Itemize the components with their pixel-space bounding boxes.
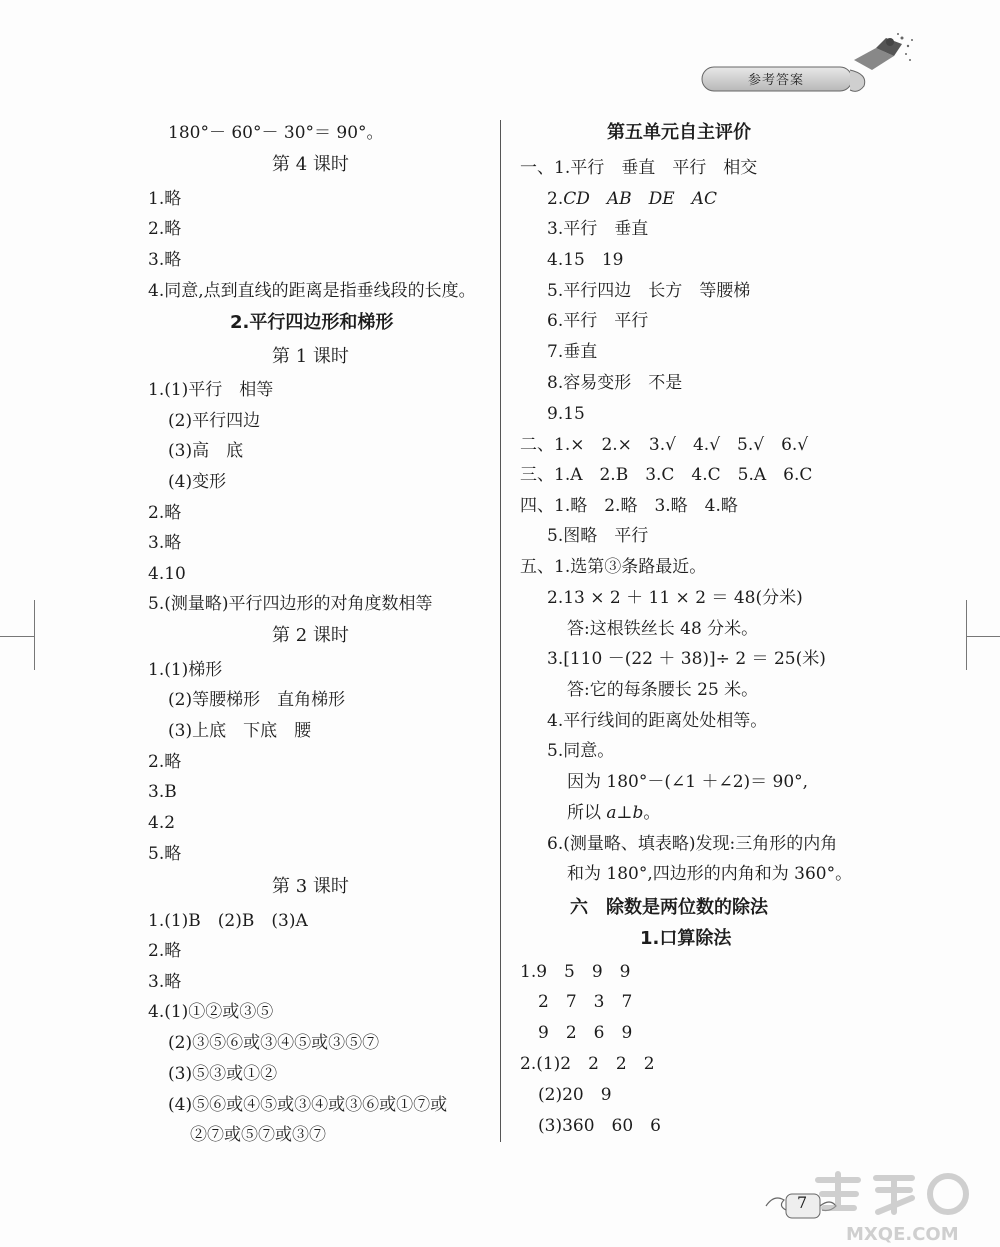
answer-line: 3.平行 垂直 [547,219,649,239]
unit-heading: 六 除数是两位数的除法 [570,897,768,918]
answer-line: 3.略 [148,972,182,992]
answer-line: 1.略 [148,189,182,209]
answer-line: 2.略 [148,752,182,772]
answer-line: 1.(1)B (2)B (3)A [148,911,308,931]
answer-line: 3.B [148,782,177,802]
answer-line: 5.略 [148,844,182,864]
lesson-heading: 第 3 课时 [272,876,349,897]
lesson-heading: 第 1 课时 [272,346,349,367]
answer-line: 一、1.平行 垂直 平行 相交 [520,158,758,178]
watermark-logo [808,1168,993,1246]
answer-line: 1.(1)梯形 [148,660,223,680]
answer-line: 五、1.选第③条路最近。 [520,557,707,577]
answer-line: (3)上底 下底 腰 [168,721,312,741]
answer-line: 7.垂直 [547,342,598,362]
answer-line: 2.略 [148,941,182,961]
answer-line: 4.(1)①②或③⑤ [148,1002,274,1022]
answer-line: (3)⑤③或①② [168,1064,278,1084]
answer-line: 4.2 [148,813,176,833]
answer-line: 3.[110 －(22 ＋ 38)]÷ 2 ＝ 25(米) [547,649,826,669]
answer-line: 2.13 × 2 ＋ 11 × 2 ＝ 48(分米) [547,588,803,608]
crop-mark-left-horizontal [0,636,34,637]
answer-line: 9 2 6 9 [538,1023,633,1043]
answer-line: 4.平行线间的距离处处相等。 [547,711,768,731]
crop-mark-right-horizontal [966,636,1000,637]
answer-line: (4)变形 [168,472,227,492]
answer-line: 答:它的每条腰长 25 米。 [567,680,759,700]
unit-heading: 第五单元自主评价 [607,122,751,143]
answer-line: 4.10 [148,564,186,584]
answer-line: 180°－ 60°－ 30°＝ 90°。 [168,123,384,143]
answer-line: 二、1.× 2.× 3.√ 4.√ 5.√ 6.√ [520,435,809,455]
answer-line: 5.(测量略)平行四边形的对角度数相等 [148,594,433,614]
answer-line: 所以 a⊥b。 [567,803,661,823]
answer-line: 和为 180°,四边形的内角和为 360°。 [567,864,853,884]
answer-line: (3)360 60 6 [538,1116,661,1136]
answer-line: 三、1.A 2.B 3.C 4.C 5.A 6.C [520,465,813,485]
section-heading: 1.口算除法 [640,928,732,949]
answer-line: 8.容易变形 不是 [547,373,683,393]
column-divider [500,120,501,1142]
lesson-heading: 第 2 课时 [272,625,349,646]
answer-line: 9.15 [547,404,585,424]
gift-box-icon [846,30,916,76]
answer-line: (3)高 底 [168,441,244,461]
answer-line: 2.(1)2 2 2 2 [520,1054,655,1074]
answer-line: (2)20 9 [538,1085,612,1105]
answer-line: 四、1.略 2.略 3.略 4.略 [520,496,738,516]
page-number: 7 [797,1193,808,1212]
answer-line: 2.CD AB DE AC [547,189,717,209]
lesson-heading: 第 4 课时 [272,154,349,175]
answer-line: (2)等腰梯形 直角梯形 [168,690,346,710]
section-heading: 2.平行四边形和梯形 [230,312,394,333]
crop-mark-right-vertical [966,600,967,670]
svg-text:MXQE.COM: MXQE.COM [846,1224,959,1245]
answer-line: 因为 180°－(∠1 ＋∠2)＝ 90°, [567,772,809,792]
answer-line: (4)⑤⑥或④⑤或③④或③⑥或①⑦或 [168,1095,448,1115]
banner-label: 参考答案 [748,73,805,88]
answer-line: 1.9 5 9 9 [520,962,631,982]
answer-line: 6.平行 平行 [547,311,649,331]
answer-line: 2 7 3 7 [538,992,633,1012]
answer-line: 5.同意。 [547,741,615,761]
answer-line: 3.略 [148,250,182,270]
answer-line: 1.(1)平行 相等 [148,380,274,400]
answer-line: (2)平行四边 [168,411,261,431]
answer-line: 6.(测量略、填表略)发现:三角形的内角 [547,834,838,854]
answer-line: 2.略 [148,219,182,239]
answer-line: 2.略 [148,503,182,523]
answer-line: 4.同意,点到直线的距离是指垂线段的长度。 [148,281,476,301]
answer-line: 4.15 19 [547,250,624,270]
answer-line: ②⑦或⑤⑦或③⑦ [190,1125,326,1145]
answer-line: 5.图略 平行 [547,526,649,546]
answer-line: (2)③⑤⑥或③④⑤或③⑤⑦ [168,1033,380,1053]
crop-mark-left-vertical [34,600,35,670]
answer-line: 5.平行四边 长方 等腰梯 [547,281,751,301]
answer-line: 3.略 [148,533,182,553]
answer-line: 答:这根铁丝长 48 分米。 [567,619,759,639]
